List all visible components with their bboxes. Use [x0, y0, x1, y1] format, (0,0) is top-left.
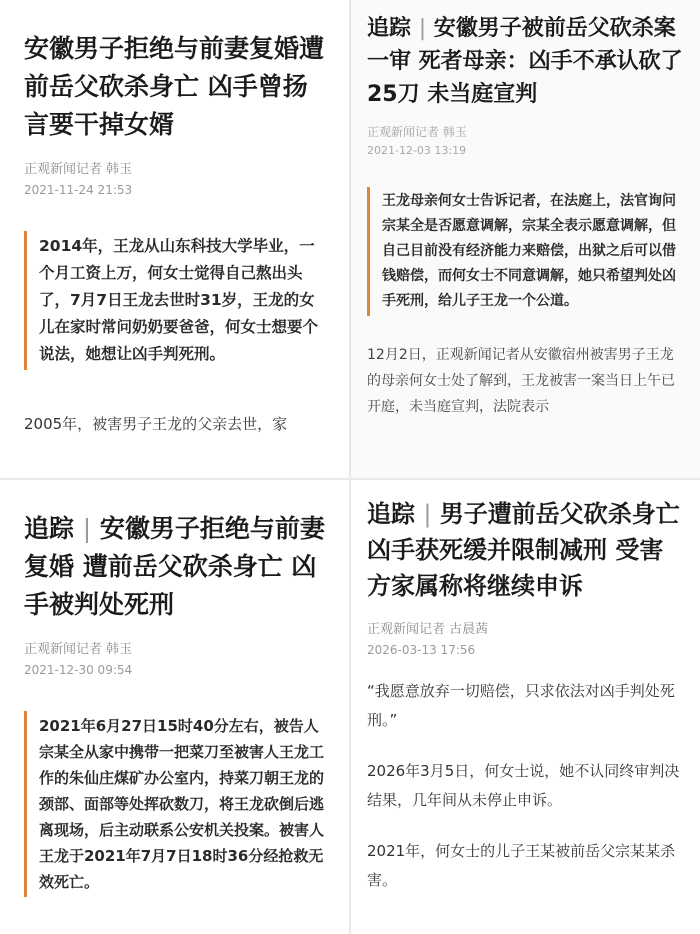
article-card-3: [0, 480, 349, 934]
highlight-quote: 王龙母亲何女士告诉记者，在法庭上，法官询问宗某全是否愿意调解，宗某全表示愿意调解，但自己目前没有经济能力来赔偿，出狱之后可以借钱赔偿，而何女士不同意调解，她只希望判处凶手死刑，给儿子王龙一个公道。: [367, 187, 686, 316]
title-text: 安徽男子拒绝与前妻复婚 遭前岳父砍杀身亡 凶手被判处死刑: [24, 514, 325, 619]
title-text: 安徽男子被前岳父砍杀案一审 死者母亲：凶手不承认砍了25刀 未当庭宣判: [367, 16, 683, 107]
article-byline: 正观新闻记者 古晨茜: [367, 622, 489, 637]
article-title: 安徽男子拒绝与前妻复婚遭前岳父砍杀身亡 凶手曾扬言要干掉女婿: [24, 34, 325, 139]
article-date: 2021-11-24 21:53: [24, 183, 133, 197]
article-title: [367, 12, 686, 111]
article-card-2: [351, 0, 700, 478]
article-date: 2021-12-03 13:19: [367, 144, 467, 157]
article-title: [24, 510, 325, 624]
article-paragraph: 2005年，被害男子王龙的父亲去世，家: [24, 415, 288, 433]
title-separator: |: [423, 500, 432, 528]
article-byline: 正观新闻记者 韩玉: [24, 162, 133, 177]
title-separator: |: [418, 16, 427, 41]
article-paragraph: 12月2日，正观新闻记者从安徽宿州被害男子王龙的母亲何女士处了解到，王龙被害一案当日上午已开庭，未当庭宣判，法院表示: [367, 347, 675, 415]
title-prefix: 追踪: [24, 514, 75, 543]
title-text: 男子遭前岳父砍杀身亡 凶手获死缓并限制减刑 受害方家属称将继续申诉: [367, 500, 680, 600]
title-prefix: 追踪: [367, 16, 412, 41]
article-paragraph: “我愿意放弃一切赔偿，只求依法对凶手判处死刑。”: [367, 682, 675, 729]
highlight-quote: 2014年，王龙从山东科技大学毕业，一个月工资上万，何女士觉得自己熬出头了，7月7日王龙去世时31岁，王龙的女儿在家时常问奶奶要爸爸，何女士想要个说法，她想让凶手判死刑。: [24, 231, 325, 370]
article-date: 2021-12-30 09:54: [24, 663, 133, 677]
article-card-1: [0, 0, 349, 478]
title-separator: |: [82, 514, 92, 543]
article-card-4: [351, 480, 700, 934]
title-prefix: 追踪: [367, 500, 415, 528]
article-title: [367, 496, 686, 604]
article-byline: 正观新闻记者 韩玉: [367, 125, 467, 139]
article-byline: 正观新闻记者 韩玉: [24, 642, 133, 657]
highlight-quote: 2021年6月27日15时40分左右，被告人宗某全从家中携带一把菜刀至被害人王龙工作的朱仙庄煤矿办公室内，持菜刀朝王龙的颈部、面部等处挥砍数刀，将王龙砍倒后逃离现场，后主动联系公安机关投案。被害人王龙于2021年7月7日18时36分经抢救无效死亡。: [24, 711, 325, 897]
article-paragraph: 2026年3月5日，何女士说，她不认同终审判决结果，几年间从未停止申诉。: [367, 762, 680, 809]
article-paragraph: 2021年，何女士的儿子王某被前岳父宗某某杀害。: [367, 842, 676, 889]
article-date: 2026-03-13 17:56: [367, 643, 476, 657]
